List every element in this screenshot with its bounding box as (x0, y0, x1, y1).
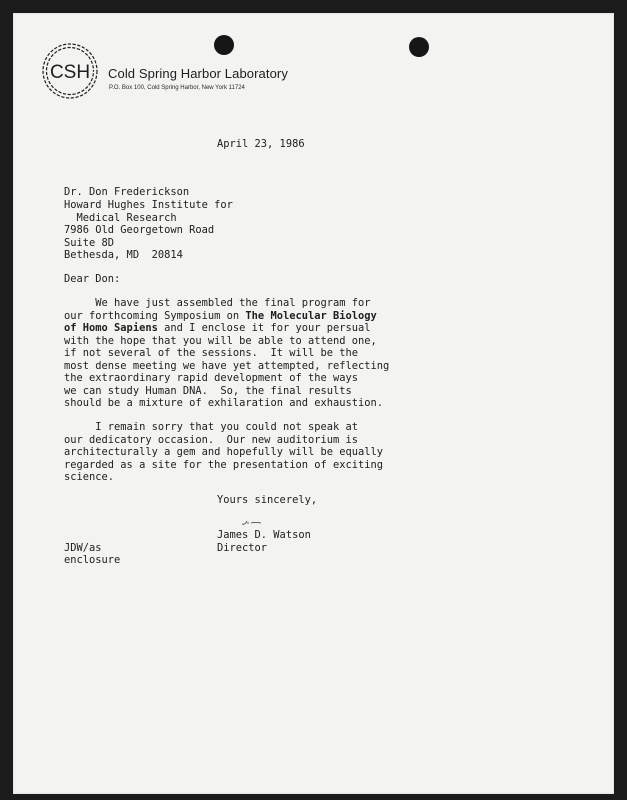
enclosure-note: enclosure (64, 554, 121, 566)
paragraph-line (64, 310, 377, 323)
letter-page (13, 13, 614, 794)
paragraph-line (64, 322, 371, 335)
paragraph-line: the extraordinary rapid development of the ways (64, 372, 359, 384)
recipient-line: 7986 Old Georgetown Road (64, 224, 215, 236)
paragraph-line: I remain sorry that you could not speak at (64, 421, 359, 433)
closing: Yours sincerely, (217, 494, 318, 506)
organization-name: Cold Spring Harbor Laboratory (108, 66, 288, 81)
paragraph-line: should be a mixture of exhilaration and exhaustion. (64, 397, 384, 409)
logo-text: CSH (49, 62, 91, 83)
letter-date: April 23, 1986 (217, 138, 305, 150)
recipient-line: Suite 8D (64, 236, 115, 249)
paragraph-line: regarded as a site for the presentation of exciting (64, 458, 384, 471)
paragraph-line: our dedicatory occasion. Our new auditorium is (64, 433, 359, 446)
organization-address: P.O. Box 100, Cold Spring Harbor, New York 11724 (109, 85, 245, 91)
line-text: and I enclose it for your persual (157, 322, 371, 334)
reference-initials: JDW/as (64, 541, 102, 554)
recipient-line: Medical Research (64, 211, 177, 224)
paragraph-line: most dense meeting we have yet attempted, reflecting (64, 359, 390, 372)
paragraph-line: we can study Human DNA. So, the final results (64, 384, 352, 397)
paragraph-line: science. (64, 471, 115, 483)
signature-mark-icon (241, 518, 263, 526)
paragraph-line: We have just assembled the final program for (64, 297, 371, 309)
signer-title: Director (217, 541, 268, 554)
recipient-line: Howard Hughes Institute for (64, 199, 233, 211)
csh-logo-icon (40, 41, 100, 101)
salutation: Dear Don: (64, 273, 121, 285)
symposium-title-bold: of Homo Sapiens (64, 322, 158, 334)
punch-hole-left (214, 35, 234, 55)
line-text: our forthcoming Symposium on (64, 309, 246, 322)
recipient-line: Bethesda, MD 20814 (64, 249, 183, 261)
punch-hole-right (409, 37, 429, 57)
paragraph-line: with the hope that you will be able to attend one, (64, 334, 377, 347)
paragraph-line: if not several of the sessions. It will be the (64, 347, 359, 359)
signer-name: James D. Watson (217, 529, 311, 541)
paragraph-line: architecturally a gem and hopefully will be equally (64, 446, 384, 458)
symposium-title-bold: The Molecular Biology (245, 309, 377, 322)
recipient-line: Dr. Don Frederickson (64, 186, 190, 198)
